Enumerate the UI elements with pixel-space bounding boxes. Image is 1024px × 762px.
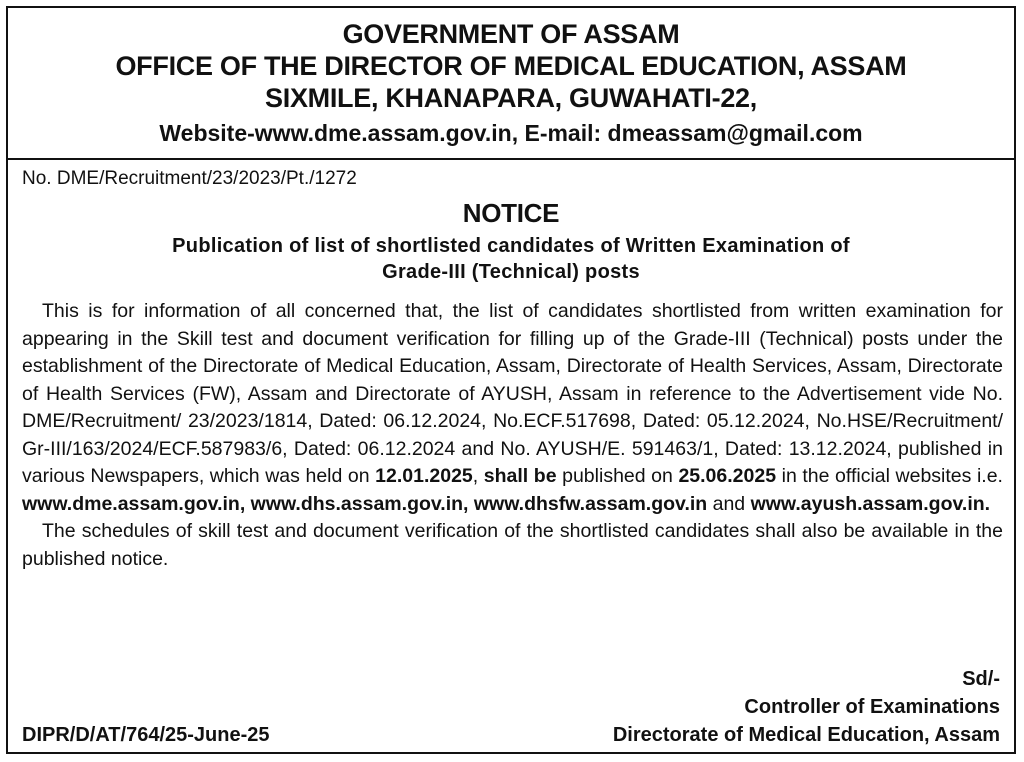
dipr-code: DIPR/D/AT/764/25-June-25 bbox=[22, 724, 270, 746]
signature-sd: Sd/- bbox=[962, 668, 1000, 690]
office-address: SIXMILE, KHANAPARA, GUWAHATI-22, bbox=[265, 83, 757, 113]
exam-date: 12.01.2025 bbox=[375, 465, 473, 487]
shall-be-text: shall be bbox=[483, 465, 557, 487]
para1-text-a: This is for information of all concerned that, the list of candidates shortlisted from written examination for appearing in the Skill test and document verification for filling up of the Grade-III (Technical) posts under the establishment of the Directorate of Medical Education, Assam, Directorate of Health Services, Assam, Directorate of Health Services (FW), Assam and Directorate of AYUSH, Assam in reference to the Advertisement vide No. DME/Recruitment/ 23/2023/1814, Dated: 06.12.2024, No.ECF.517698, Dated: 05.12.2024, No.HSE/Recruitment/ Gr-III/163/2024/ECF.587983/6, Dated: 06.12.2024 and No. AYUSH/E. 591463/1, Dated: 13.12.2024, published in various Newspapers, which was held on bbox=[22, 300, 1003, 487]
signatory-office: Directorate of Medical Education, Assam bbox=[612, 724, 1000, 746]
signatory-designation: Controller of Examinations bbox=[744, 696, 1000, 718]
publication-date: 25.06.2025 bbox=[678, 465, 777, 487]
paragraph-2: The schedules of skill test and document verification of the shortlisted candidates shall also be available in the published notice. bbox=[22, 520, 1003, 570]
paragraph-1 bbox=[22, 298, 1003, 518]
website-ayush: www.ayush.assam.gov.in. bbox=[750, 492, 991, 515]
contact-line: Website-www.dme.assam.gov.in, E-mail: dmeassam@gmail.com bbox=[159, 120, 863, 146]
govt-title: GOVERNMENT OF ASSAM bbox=[342, 19, 680, 49]
subject-line-2: Grade-III (Technical) posts bbox=[382, 261, 640, 283]
notice-body bbox=[22, 298, 1003, 573]
subject-line-1: Publication of list of shortlisted candidates of Written Examination of bbox=[172, 235, 850, 257]
para1-and: and bbox=[707, 492, 751, 515]
letterhead bbox=[8, 8, 1014, 160]
notice-document bbox=[6, 6, 1016, 754]
notice-subject bbox=[8, 233, 1014, 285]
para1-sep: , bbox=[472, 465, 484, 487]
notice-title: NOTICE bbox=[462, 198, 560, 228]
reference-number: No. DME/Recruitment/23/2023/Pt./1272 bbox=[22, 168, 357, 189]
para1-text-c: in the official websites i.e. bbox=[776, 465, 1003, 487]
para1-text-b: published on bbox=[556, 465, 679, 487]
office-title: OFFICE OF THE DIRECTOR OF MEDICAL EDUCATION, ASSAM bbox=[115, 51, 907, 81]
website-list: www.dme.assam.gov.in, www.dhs.assam.gov.in, www.dhsfw.assam.gov.in bbox=[22, 492, 708, 515]
